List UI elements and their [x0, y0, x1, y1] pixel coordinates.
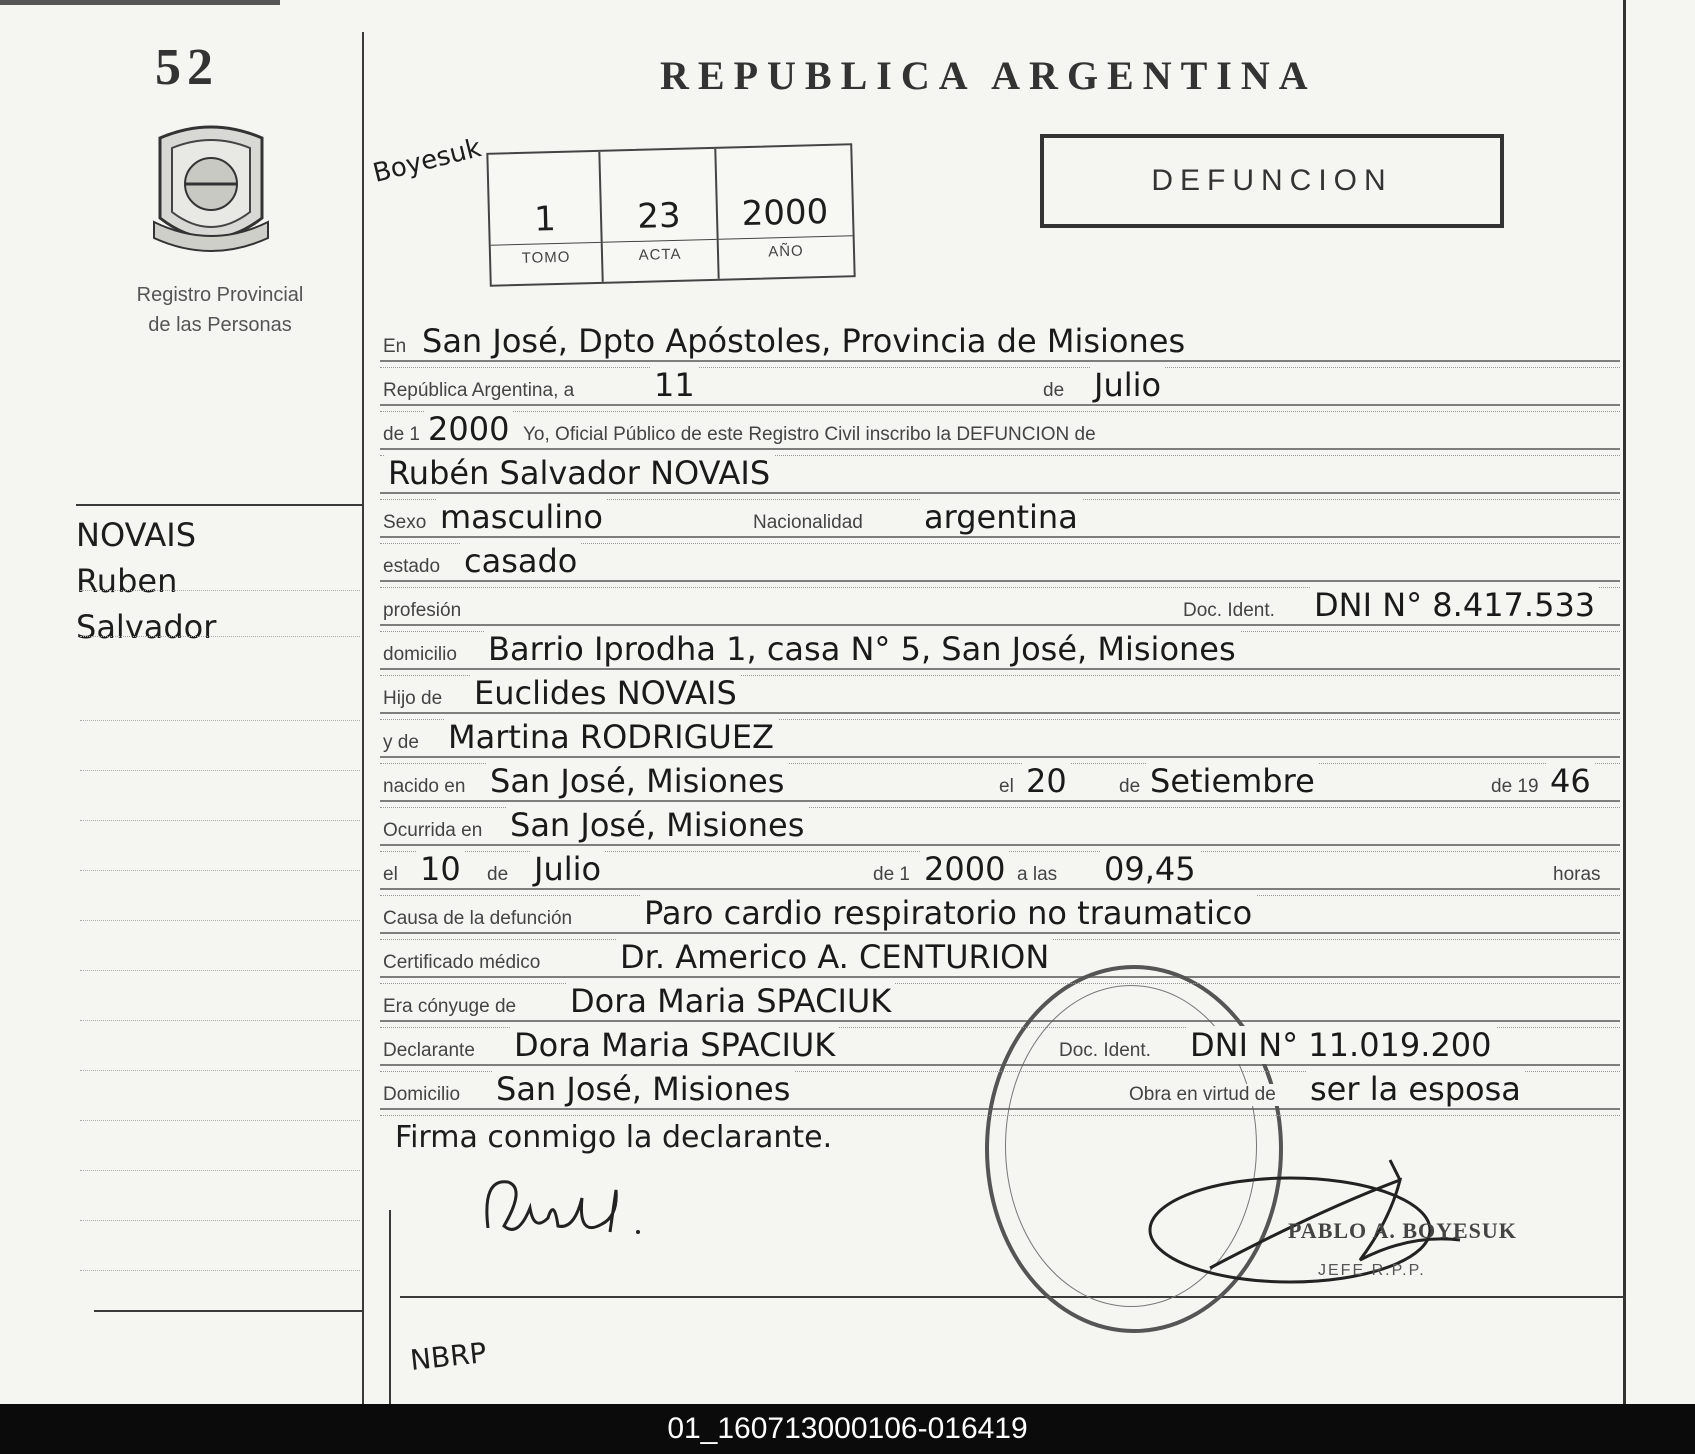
label-de-19: de 19	[1488, 776, 1542, 798]
label-ocurrida-en: Ocurrida en	[380, 820, 485, 842]
value-deceased-name: Rubén Salvador NOVAIS	[384, 454, 774, 492]
issuer-line-1: Registro Provincial	[136, 284, 304, 306]
value-death-time: 09,45	[1100, 850, 1200, 888]
label-horas: horas	[1550, 864, 1604, 886]
label-certificado: Certificado médico	[380, 952, 543, 974]
value-estado: casado	[460, 542, 581, 580]
label-a-las: a las	[1014, 864, 1060, 886]
label-de-1: de 1	[380, 424, 423, 446]
label-hijo-de: Hijo de	[380, 688, 445, 710]
row-deceased-name	[380, 452, 1620, 496]
label-oficial: Yo, Oficial Público de este Registro Civil inscribo la DEFUNCION de	[520, 424, 1099, 446]
value-domicilio-declarante: San José, Misiones	[492, 1070, 794, 1108]
value-death-year: 2000	[920, 850, 1009, 888]
value-year: 2000	[424, 410, 513, 448]
row-death-date	[380, 848, 1620, 892]
label-el: el	[996, 776, 1017, 798]
doc-type-label: DEFUNCION	[1151, 164, 1393, 197]
margin-middle-name: Salvador	[76, 608, 217, 646]
value-birthplace: San José, Misiones	[486, 762, 788, 800]
label-doc-ident-declarante: Doc. Ident.	[1056, 1040, 1154, 1062]
value-dni: DNI N° 8.417.533	[1310, 586, 1599, 624]
label-de-1-death: de 1	[870, 864, 913, 886]
label-en: En	[380, 336, 409, 358]
label-causa: Causa de la defunción	[380, 908, 575, 930]
issuer-line-2: de las Personas	[148, 314, 292, 336]
row-estado	[380, 540, 1620, 584]
margin-rule-bottom	[94, 1310, 362, 1312]
label-profesion: profesión	[380, 600, 464, 622]
acta-cell-acta	[600, 149, 719, 282]
margin-rule-top	[76, 504, 362, 506]
signature-rule	[400, 1296, 1625, 1298]
row-conyuge	[380, 980, 1620, 1024]
document-title: REPUBLICA ARGENTINA	[660, 53, 1317, 98]
label-republica: República Argentina, a	[380, 380, 577, 402]
value-place: San José, Dpto Apóstoles, Provincia de Misiones	[418, 322, 1189, 360]
closing-statement: Firma conmigo la declarante.	[395, 1120, 833, 1155]
value-day: 11	[650, 366, 699, 404]
value-birth-day: 20	[1022, 762, 1071, 800]
row-domicilio-declarante	[380, 1068, 1620, 1112]
declarant-signature-icon	[478, 1168, 658, 1248]
value-nacionalidad: argentina	[920, 498, 1082, 536]
row-certificado	[380, 936, 1620, 980]
officer-name: PABLO A. BOYESUK	[1288, 1218, 1517, 1243]
officer-title: JEFE R.P.P.	[1318, 1262, 1426, 1279]
value-sexo: masculino	[436, 498, 607, 536]
left-margin-divider	[362, 32, 364, 1404]
row-mother	[380, 716, 1620, 760]
row-ocurrida	[380, 804, 1620, 848]
label-doc-ident: Doc. Ident.	[1180, 600, 1278, 622]
margin-first-name: Ruben	[76, 562, 178, 600]
issuer-label	[100, 280, 340, 340]
row-birth	[380, 760, 1620, 804]
label-sexo: Sexo	[380, 512, 429, 534]
value-dni-declarante: DNI N° 11.019.200	[1186, 1026, 1496, 1064]
label-declarante: Declarante	[380, 1040, 478, 1062]
top-edge-line	[0, 0, 280, 5]
label-de-death: de	[484, 864, 511, 886]
row-causa	[380, 892, 1620, 936]
label-nacionalidad: Nacionalidad	[750, 512, 866, 534]
value-virtud: ser la esposa	[1306, 1070, 1525, 1108]
ano-label: AÑO	[768, 242, 804, 261]
value-conyuge: Dora Maria SPACIUK	[566, 982, 895, 1020]
row-profesion	[380, 584, 1620, 628]
label-de-month: de	[1116, 776, 1143, 798]
row-place	[380, 320, 1620, 364]
row-declarante	[380, 1024, 1620, 1068]
label-el-death: el	[380, 864, 401, 886]
value-domicilio: Barrio Iprodha 1, casa N° 5, San José, Misiones	[484, 630, 1240, 668]
tomo-label: TOMO	[521, 248, 571, 267]
row-date	[380, 364, 1620, 408]
value-medico: Dr. Americo A. CENTURION	[616, 938, 1053, 976]
acta-box	[486, 143, 855, 287]
acta-value: 23	[636, 195, 682, 237]
row-sexo	[380, 496, 1620, 540]
acta-label: ACTA	[638, 245, 682, 264]
value-mother: Martina RODRIGUEZ	[444, 718, 778, 756]
footer-id: 01_160713000106-016419	[0, 1404, 1695, 1454]
lower-divider	[389, 1210, 391, 1404]
row-year	[380, 408, 1620, 452]
label-conyuge: Era cónyuge de	[380, 996, 519, 1018]
value-month: Julio	[1090, 366, 1165, 404]
row-father	[380, 672, 1620, 716]
value-father: Euclides NOVAIS	[470, 674, 741, 712]
value-birth-year: 46	[1546, 762, 1595, 800]
handwritten-annotation: Boyesuk	[370, 133, 485, 189]
right-edge-line	[1623, 0, 1626, 1404]
tomo-value: 1	[533, 199, 557, 240]
page-number: 52	[155, 39, 219, 96]
label-y-de: y de	[380, 732, 422, 754]
doc-type-box	[1040, 134, 1504, 228]
label-domicilio: domicilio	[380, 644, 460, 666]
label-estado: estado	[380, 556, 443, 578]
label-de: de	[1040, 380, 1067, 402]
margin-surname: NOVAIS	[76, 516, 197, 554]
label-nacido-en: nacido en	[380, 776, 468, 798]
row-domicilio	[380, 628, 1620, 672]
acta-cell-ano	[716, 145, 853, 278]
label-domicilio-declarante: Domicilio	[380, 1084, 463, 1106]
value-death-month: Julio	[530, 850, 605, 888]
value-birth-month: Setiembre	[1146, 762, 1319, 800]
value-declarante: Dora Maria SPACIUK	[510, 1026, 839, 1064]
value-causa: Paro cardio respiratorio no traumatico	[640, 894, 1256, 932]
label-obra-en-virtud: Obra en virtud de	[1126, 1084, 1279, 1106]
acta-cell-tomo	[488, 152, 603, 285]
value-death-place: San José, Misiones	[506, 806, 808, 844]
bottom-note: NBRP	[408, 1336, 489, 1377]
value-death-day: 10	[416, 850, 465, 888]
ano-value: 2000	[741, 191, 829, 235]
registro-seal-icon	[150, 118, 272, 258]
